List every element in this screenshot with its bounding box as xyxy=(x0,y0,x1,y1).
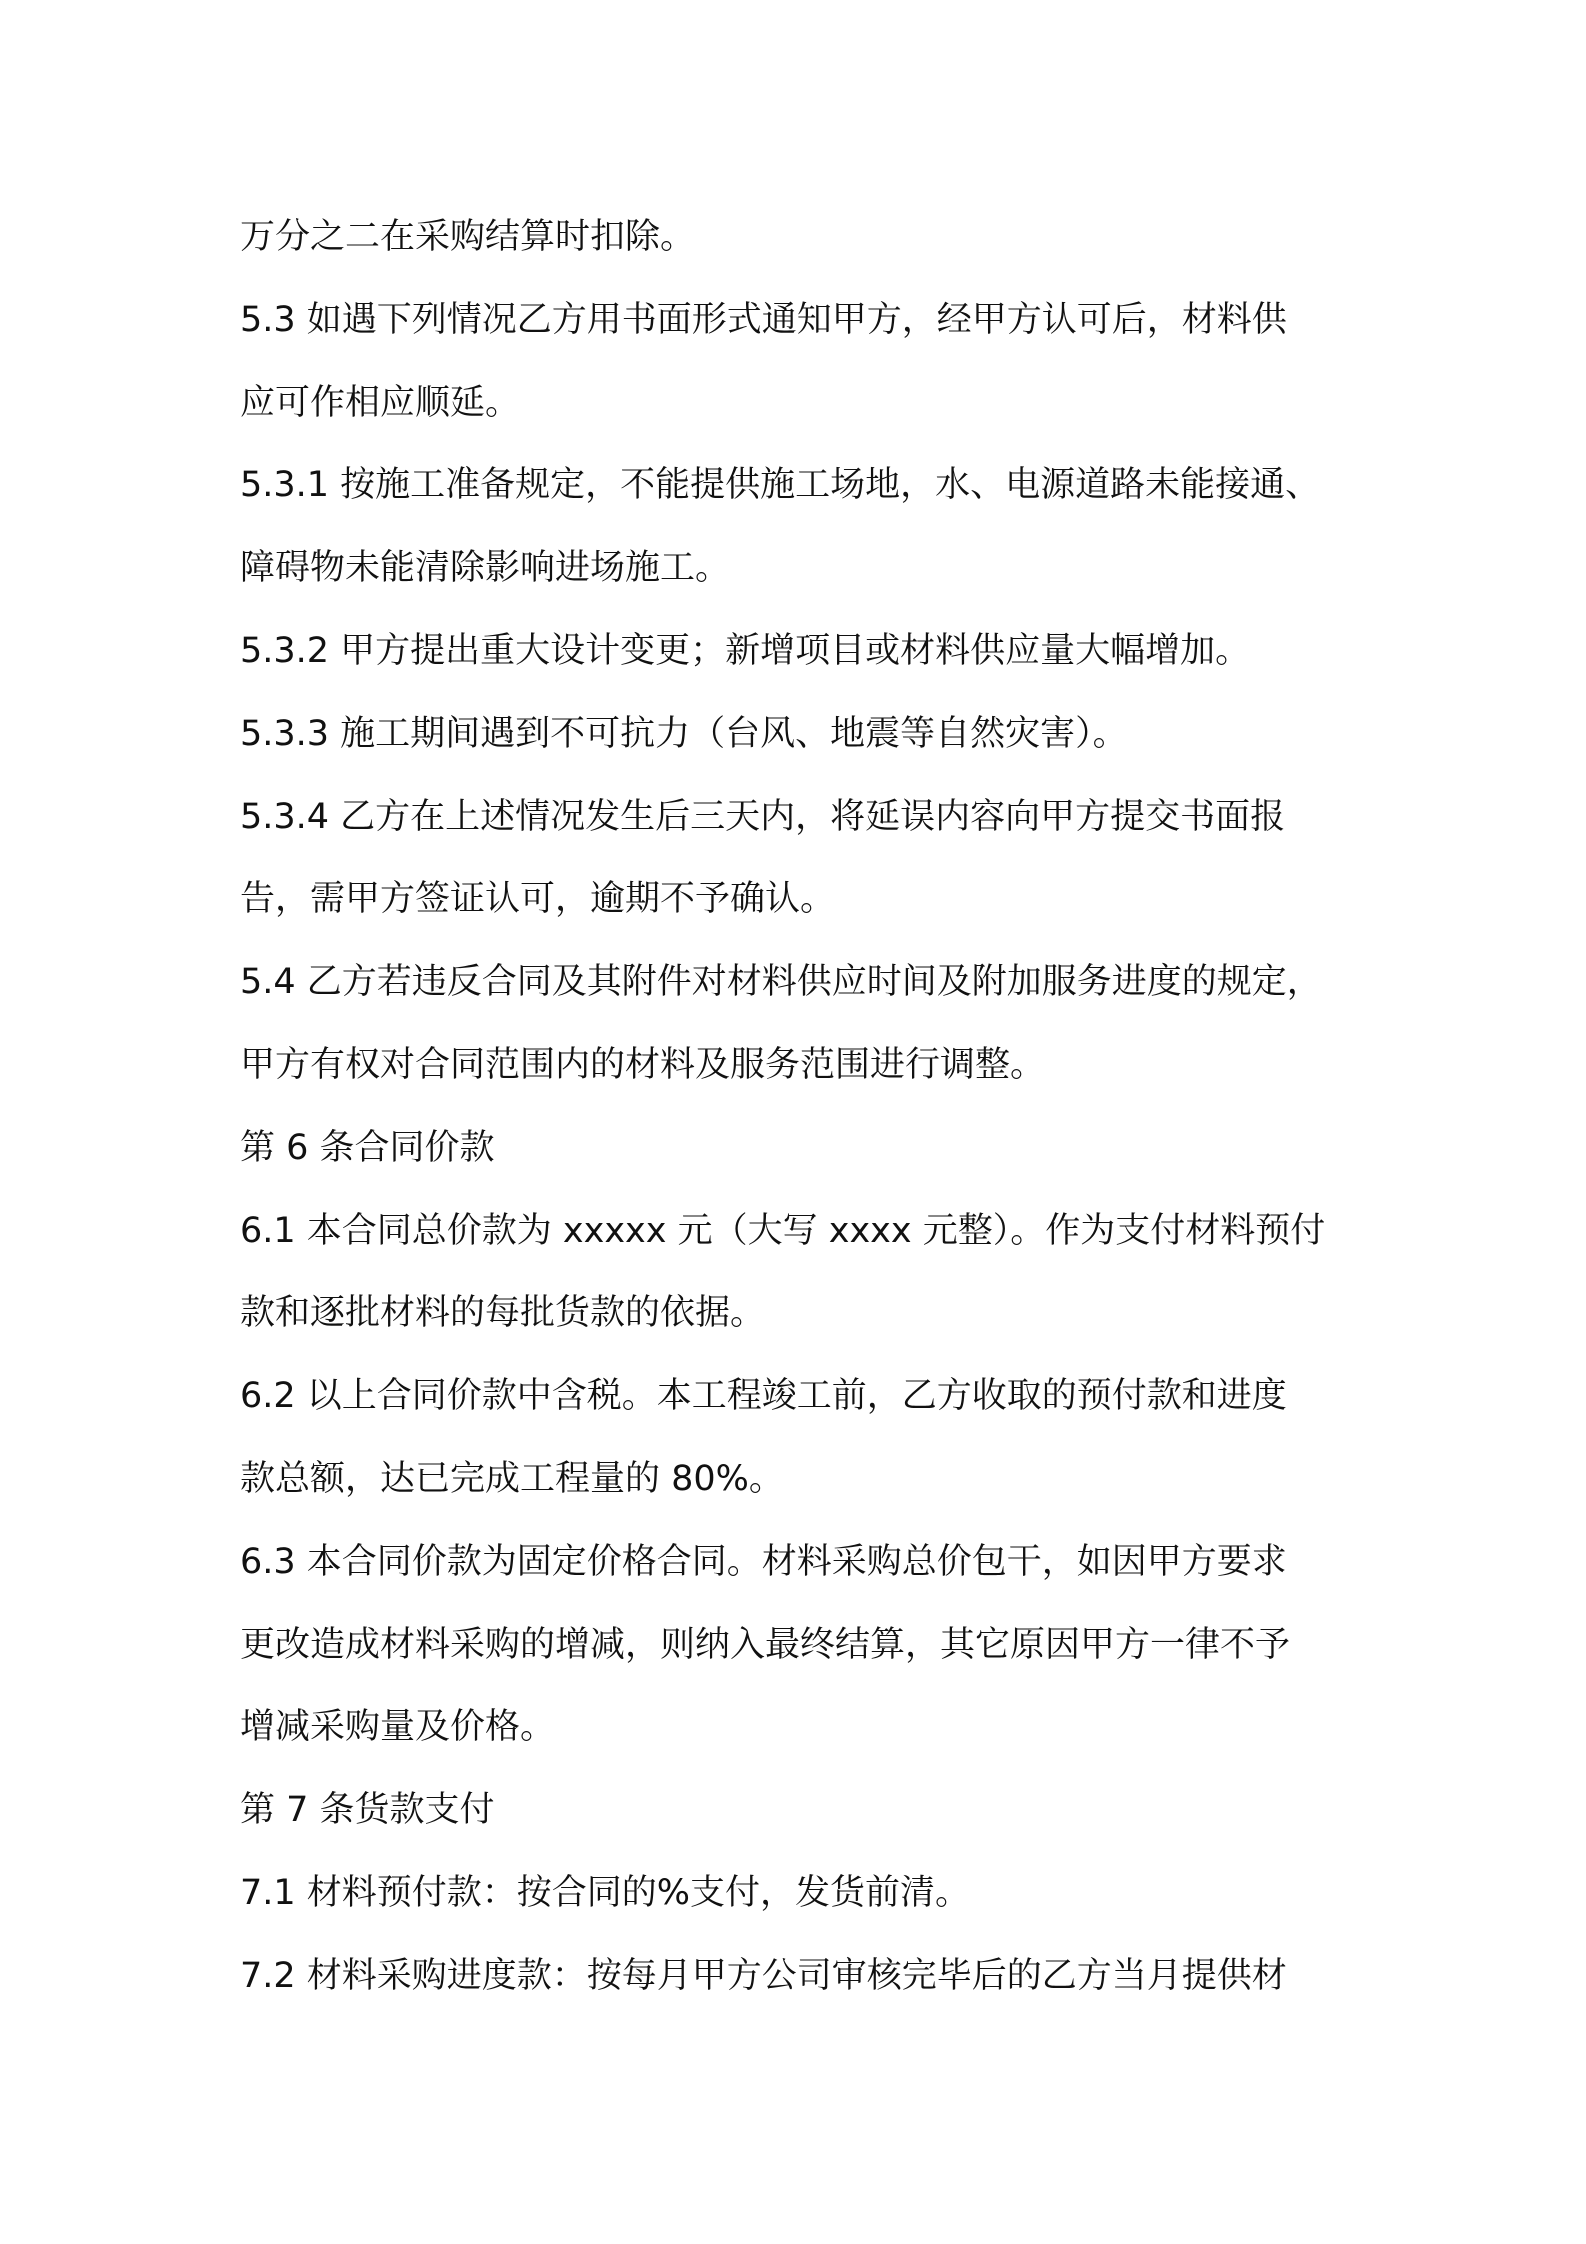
text-line: 5.3.1 按施工准备规定，不能提供施工场地，水、电源道路未能接通、 xyxy=(240,465,1321,506)
text-line: 5.3.2 甲方提出重大设计变更；新增项目或材料供应量大幅增加。 xyxy=(240,630,1251,671)
text-line: 更改造成材料采购的增减，则纳入最终结算，其它原因甲方一律不予 xyxy=(240,1624,1291,1665)
text-line: 甲方有权对合同范围内的材料及服务范围进行调整。 xyxy=(240,1044,1046,1085)
text-line: 5.3.3 施工期间遇到不可抗力（台风、地震等自然灾害）。 xyxy=(240,713,1128,754)
text-line: 6.3 本合同价款为固定价格合同。材料采购总价包干，如因甲方要求 xyxy=(240,1541,1287,1582)
text-line: 应可作相应顺延。 xyxy=(240,382,521,423)
text-line: 6.1 本合同总价款为 xxxxx 元（大写 xxxx 元整）。作为支付材料预付 xyxy=(240,1210,1326,1251)
document-body xyxy=(240,196,1380,2018)
text-line: 款和逐批材料的每批货款的依据。 xyxy=(240,1293,766,1334)
text-line: 7.1 材料预付款：按合同的%支付，发货前清。 xyxy=(240,1872,971,1913)
text-line: 告，需甲方签证认可，逾期不予确认。 xyxy=(240,879,836,920)
text-line: 6.2 以上合同价款中含税。本工程竣工前，乙方收取的预付款和进度 xyxy=(240,1376,1287,1417)
text-line: 万分之二在采购结算时扣除。 xyxy=(240,217,696,257)
text-line: 障碍物未能清除影响进场施工。 xyxy=(240,548,731,589)
text-line: 5.4 乙方若违反合同及其附件对材料供应时间及附加服务进度的规定， xyxy=(240,962,1322,1003)
text-line: 5.3 如遇下列情况乙方用书面形式通知甲方，经甲方认可后，材料供 xyxy=(240,299,1287,340)
text-line: 5.3.4 乙方在上述情况发生后三天内，将延误内容向甲方提交书面报 xyxy=(240,796,1286,837)
section-heading: 第 7 条货款支付 xyxy=(240,1790,495,1831)
text-line: 增减采购量及价格。 xyxy=(240,1707,556,1748)
section-heading: 第 6 条合同价款 xyxy=(240,1127,495,1168)
text-line: 7.2 材料采购进度款：按每月甲方公司审核完毕后的乙方当月提供材 xyxy=(240,1955,1287,1996)
text-line: 款总额，达已完成工程量的 80%。 xyxy=(240,1458,784,1499)
